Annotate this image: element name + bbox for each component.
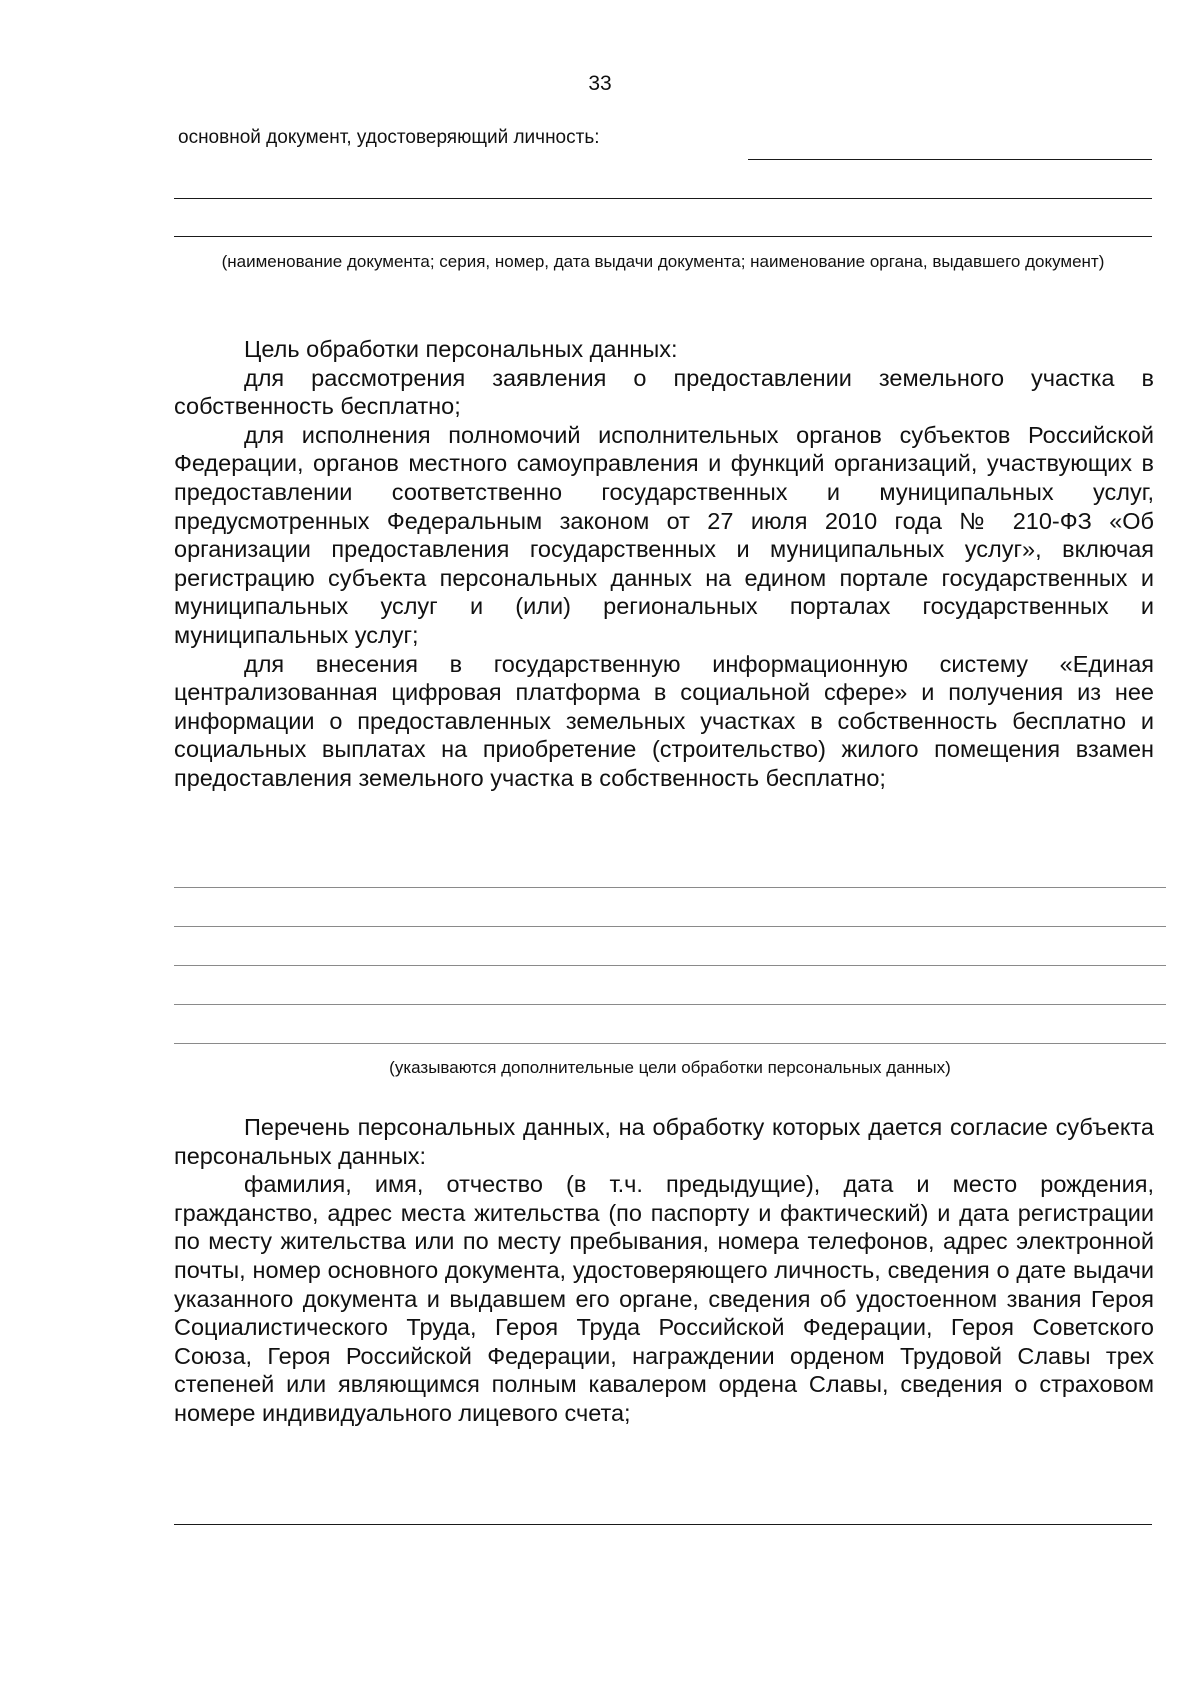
document-field-caption: (наименование документа; серия, номер, дата выдачи документа; наименование органа, выдавшего документ) [221,252,1105,271]
document-field-line[interactable] [174,198,1152,199]
document-field-label: основной документ, удостоверяющий личность: [178,127,600,148]
purpose-paragraph: для исполнения полномочий исполнительных органов субъектов Российской Федерации, органов местного самоуправления и функций организаций, участвующих в предоставлении соответственно государственных и муниципальных услуг, предусмотренных Федеральным законом от 27 июля 2010 года № 210-ФЗ «Об организации предоставления государственных и муниципальных услуг», включая регистрацию субъекта персональных данных на едином портале государственных и муниципальных услуг и (или) региональных порталах государственных и муниципальных услуг; [174,421,1154,648]
document-field-line[interactable] [174,236,1152,237]
additional-purpose-caption: (указываются дополнительные цели обработки персональных данных) [389,1058,951,1077]
purpose-paragraph: для рассмотрения заявления о предоставлении земельного участка в собственность бесплатно; [174,364,1154,420]
additional-purpose-line[interactable] [174,965,1166,966]
additional-purpose-line[interactable] [174,1004,1166,1005]
purpose-paragraph: для внесения в государственную информационную систему «Единая централизованная цифровая платформа в социальной сфере» и получения из нее информации о предоставленных земельных участках в собственность бесплатно и социальных выплатах на приобретение (строительство) жилого помещения взамен предоставления земельного участка в собственность бесплатно; [174,650,1154,791]
additional-purpose-line[interactable] [174,887,1166,888]
additional-purpose-line[interactable] [174,926,1166,927]
purpose-section [174,335,1154,793]
purpose-heading: Цель обработки персональных данных: [244,336,678,362]
document-field-line[interactable] [748,159,1152,160]
additional-purpose-line[interactable] [174,1043,1166,1044]
additional-data-line[interactable] [174,1524,1152,1525]
data-list-section [174,1113,1154,1428]
data-list-heading: Перечень персональных данных, на обработку которых дается согласие субъекта персональных данных: [174,1114,1154,1169]
data-list-paragraph: фамилия, имя, отчество (в т.ч. предыдущие), дата и место рождения, гражданство, адрес места жительства (по паспорту и фактический) и дата регистрации по месту жительства или по месту пребывания, номера телефонов, адрес электронной почты, номер основного документа, удостоверяющего личность, сведения о дате выдачи указанного документа и выдавшем его органе, сведения об удостоенном звания Героя Социалистического Труда, Героя Труда Российской Федерации, Героя Советского Союза, Героя Российской Федерации, награждении орденом Трудовой Славы трех степеней или являющимся полным кавалером ордена Славы, сведения о страховом номере индивидуального лицевого счета; [174,1171,1154,1426]
page-number: 33 [588,72,612,95]
